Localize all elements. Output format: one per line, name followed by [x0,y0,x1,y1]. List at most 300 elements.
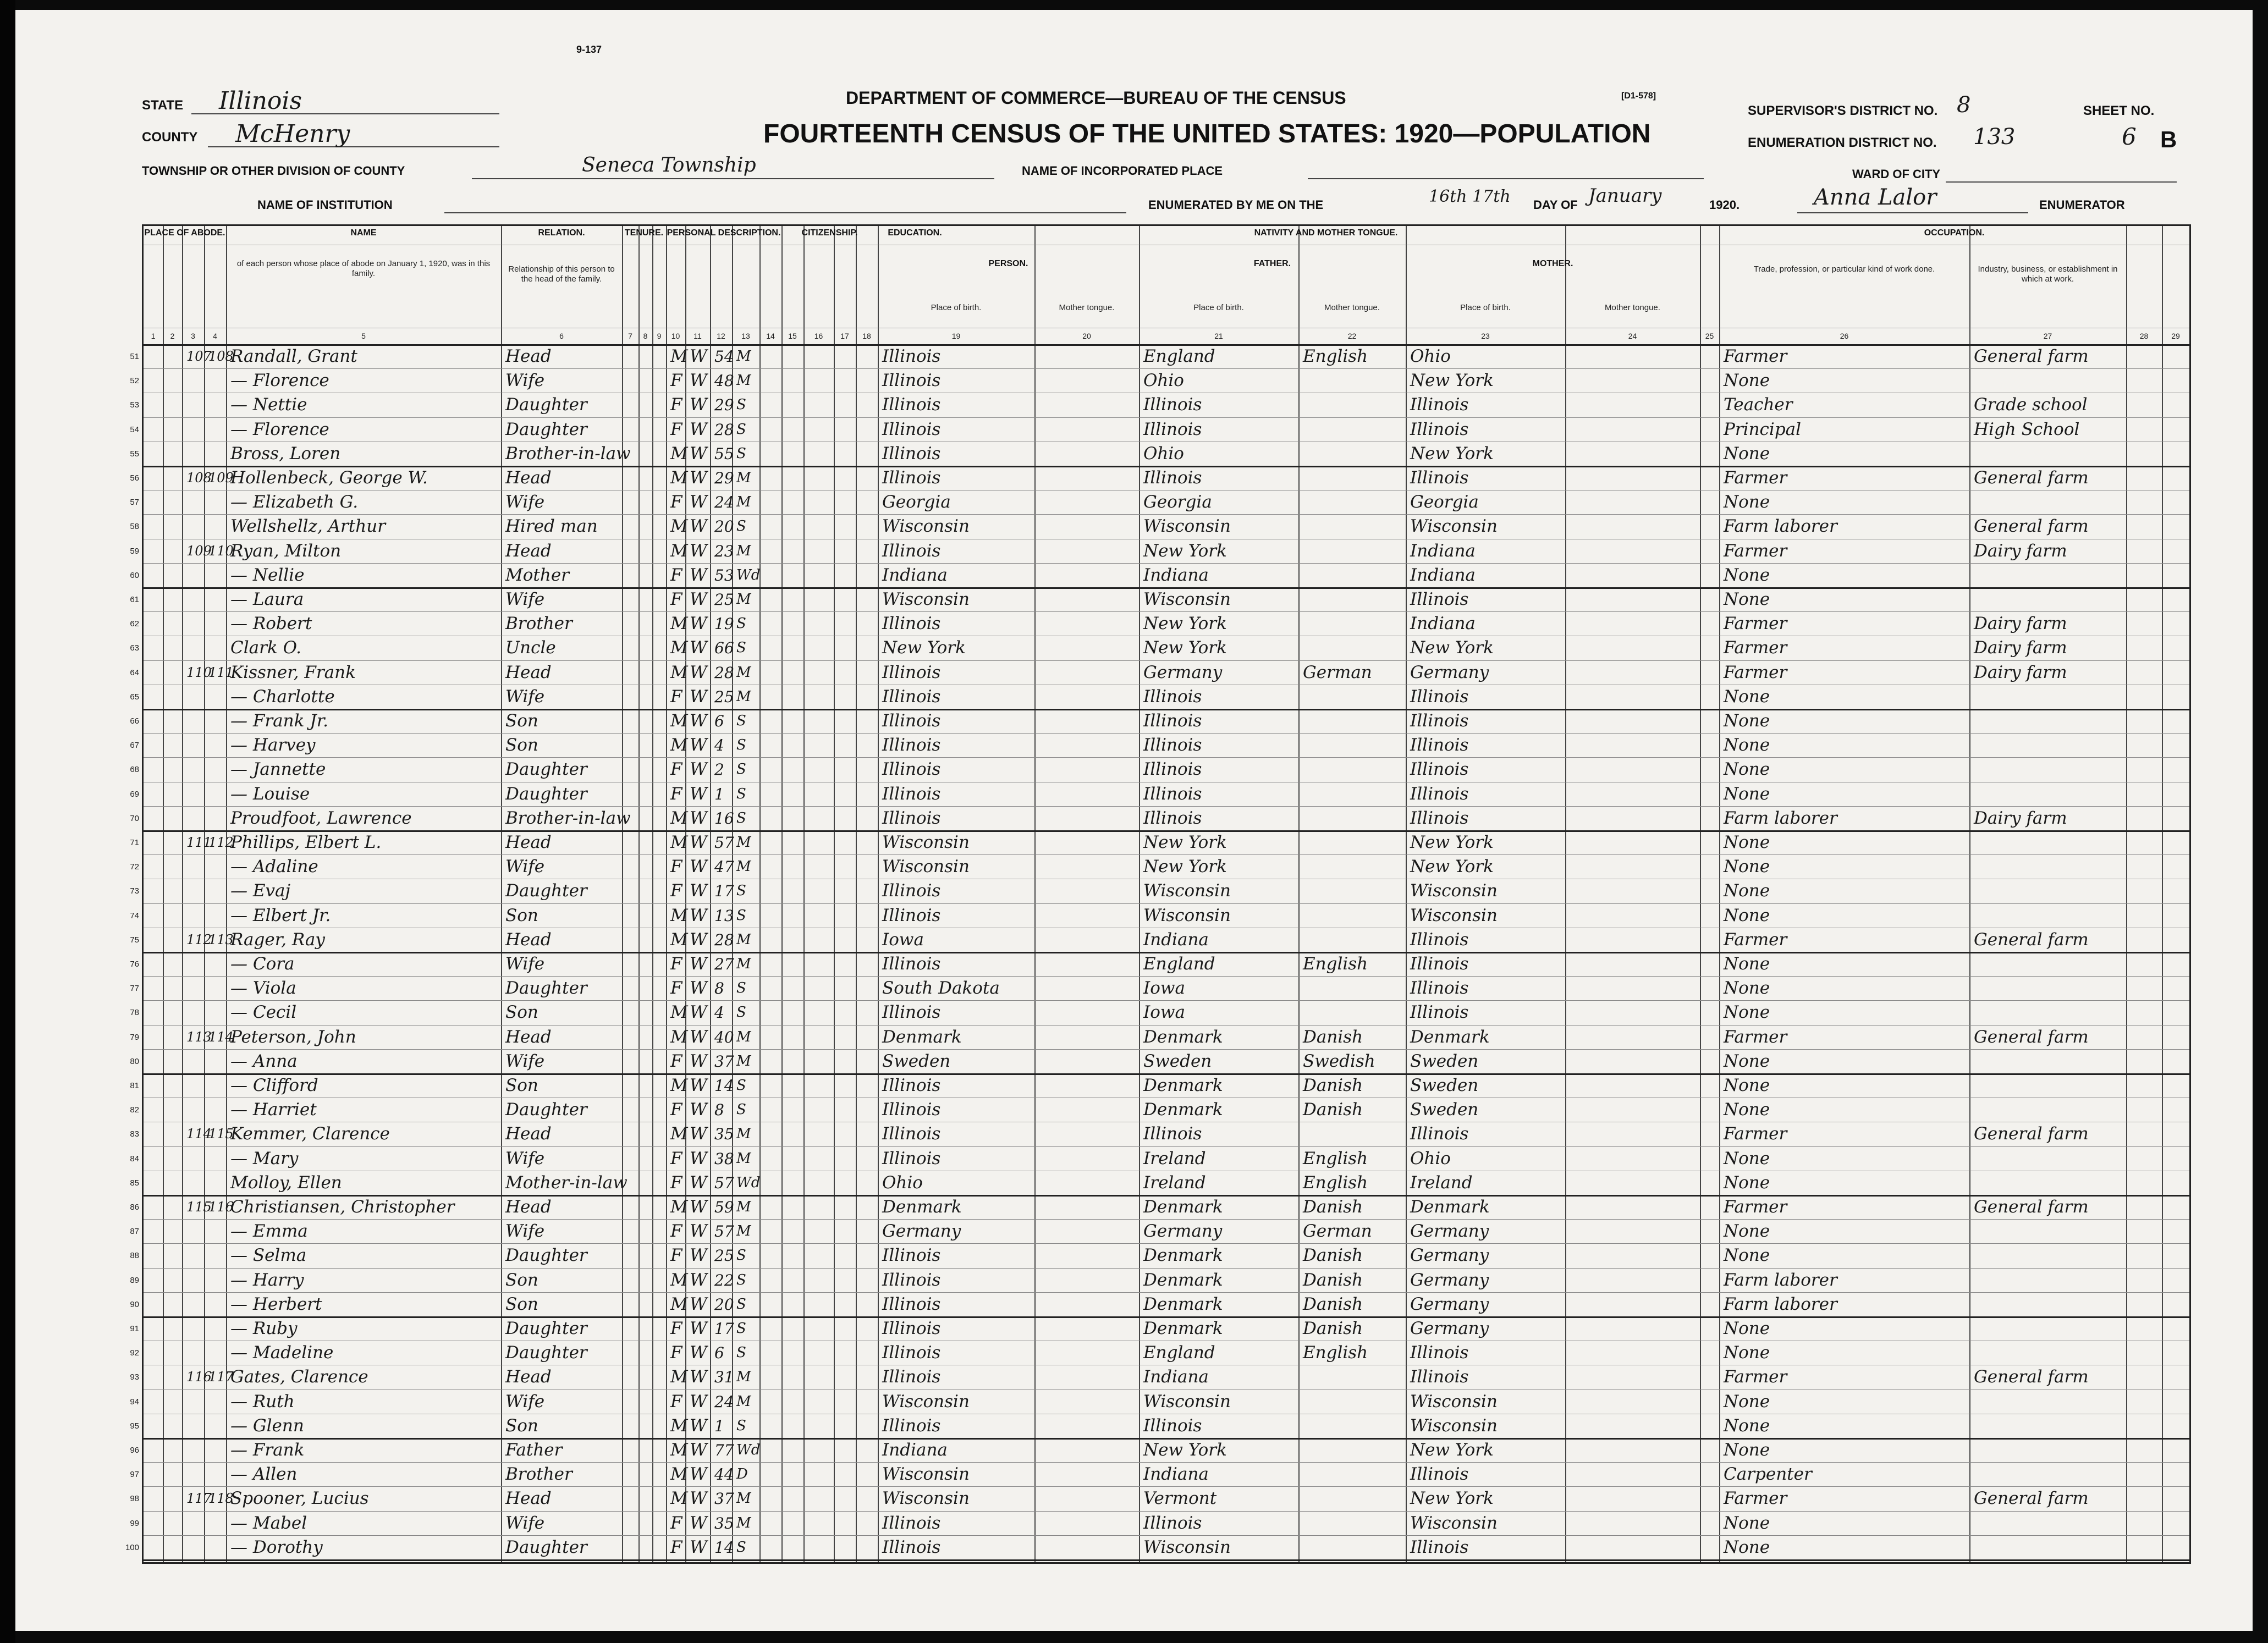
birthplace: Illinois [882,419,941,439]
line-number: 88 [130,1251,139,1261]
subgroup-heading: FATHER. [1253,259,1291,268]
subgroup-heading: MOTHER. [1532,259,1573,268]
family-number: 114 [208,1029,234,1045]
birthplace: Illinois [882,1124,941,1144]
father-mother-tongue: Danish [1303,1270,1363,1290]
person-name: — Viola [230,978,296,999]
race: W [690,1464,707,1485]
family-number: 117 [208,1369,234,1385]
row-rule [144,709,2189,710]
marital-status: M [736,931,751,948]
birthplace: Illinois [882,1148,941,1168]
race: W [690,1027,707,1047]
father-birthplace: New York [1143,1440,1227,1460]
father-birthplace: Illinois [1143,808,1202,828]
marital-status: M [736,1028,751,1045]
person-name: Wellshellz, Arthur [230,516,386,537]
institution-label: NAME OF INSTITUTION [257,198,393,212]
dwelling-number: 107 [186,349,212,364]
mother-birthplace: Sweden [1410,1051,1479,1071]
occupation-industry: Dairy farm [1974,638,2067,658]
age: 40 [714,1028,734,1046]
race: W [690,832,707,852]
person-name: Phillips, Elbert L. [230,832,382,852]
relationship: Daughter [505,1245,587,1266]
race: W [690,1391,707,1412]
group-heading: PERSONAL DESCRIPTION. [667,228,781,238]
mother-birthplace: Illinois [1410,784,1469,804]
column-rule [622,226,623,1562]
mother-birthplace: Germany [1410,1294,1489,1314]
form-number: 9-137 [576,44,602,55]
father-birthplace: Germany [1143,1221,1223,1242]
person-name: Molloy, Ellen [230,1172,342,1193]
person-name: — Frank [230,1440,305,1460]
dwelling-number: 108 [186,470,212,486]
sex: F [670,857,682,877]
line-number: 82 [130,1105,139,1115]
sex: F [670,395,682,415]
column-number: 10 [671,332,680,340]
occupation-industry: General farm [1974,929,2089,950]
father-birthplace: Illinois [1143,1124,1202,1144]
occupation-trade: None [1724,371,1770,391]
mother-birthplace: Indiana [1410,614,1476,634]
line-number: 86 [130,1203,139,1212]
marital-status: M [736,688,751,705]
birthplace: Iowa [882,929,924,950]
mother-birthplace: Wisconsin [1410,1513,1498,1533]
birthplace: Illinois [882,905,941,925]
race: W [690,929,707,950]
age: 6 [714,1344,724,1363]
occupation-industry: General farm [1974,1197,2089,1217]
mother-birthplace: New York [1410,857,1494,877]
person-name: — Dorothy [230,1537,323,1557]
mother-birthplace: Illinois [1410,711,1469,731]
column-rule [1969,226,1970,1562]
father-birthplace: Illinois [1143,419,1202,439]
relationship: Head [505,1027,552,1047]
day-value: 16th 17th [1429,187,1511,206]
row-rule [144,1000,2189,1001]
row-rule [144,1559,2189,1561]
relationship: Wife [505,1221,545,1242]
father-birthplace: England [1143,954,1215,974]
sex: F [670,759,682,780]
relationship: Wife [505,686,545,707]
column-number: 26 [1840,332,1849,340]
sex: F [670,565,682,585]
sex: F [670,589,682,609]
race: W [690,1245,707,1266]
person-name: — Mabel [230,1513,307,1533]
mother-birthplace: Illinois [1410,589,1469,609]
race: W [690,443,707,464]
sex: F [670,1319,682,1338]
age: 2 [714,760,724,779]
occupation-trade: None [1724,1343,1770,1363]
column-rule [501,226,502,1562]
line-number: 73 [130,886,139,896]
occupation-trade: None [1724,759,1770,780]
father-mother-tongue: Swedish [1303,1051,1375,1071]
month-value: January [1588,185,1662,207]
age: 4 [714,736,724,755]
relationship: Daughter [505,395,587,415]
mother-birthplace: Germany [1410,1270,1489,1290]
incorporated-label: NAME OF INCORPORATED PLACE [1022,164,1223,178]
birthplace: Illinois [882,346,941,366]
occupation-trade: Farmer [1724,638,1787,658]
dwelling-number: 113 [186,1029,212,1045]
column-heading: Mother tongue. [1324,303,1380,312]
birthplace: Illinois [882,735,941,756]
sex: F [670,1051,682,1071]
relationship: Head [505,1197,552,1217]
mother-birthplace: Illinois [1410,759,1469,780]
relationship: Brother-in-law [505,808,631,828]
row-rule [144,1486,2189,1487]
column-rule [1719,226,1720,1562]
enumerator-value: Anna Lalor [1814,185,1937,210]
row-rule [144,1146,2189,1147]
line-number: 75 [130,935,139,945]
relationship: Daughter [505,759,587,780]
sex: M [670,443,688,464]
father-birthplace: Indiana [1143,1464,1209,1485]
race: W [690,371,707,391]
sex: F [670,784,682,804]
relationship: Mother [505,565,569,585]
birthplace: Indiana [882,1440,948,1460]
person-name: Peterson, John [230,1027,356,1047]
row-rule [144,1073,2189,1075]
father-birthplace: Indiana [1143,1367,1209,1387]
relationship: Wife [505,492,545,512]
age: 44 [714,1465,734,1484]
marital-status: S [736,713,746,729]
mother-birthplace: Germany [1410,1221,1489,1242]
column-number: 18 [862,332,871,340]
mother-birthplace: Illinois [1410,978,1469,999]
relationship: Head [505,1488,552,1509]
state-label: STATE [142,98,184,113]
mother-birthplace: Indiana [1410,541,1476,561]
age: 59 [714,1198,734,1216]
group-heading: OCCUPATION. [1924,228,1985,238]
sex: M [670,1124,688,1144]
relationship: Wife [505,857,545,877]
marital-status: M [736,591,751,608]
column-rule [803,226,805,1562]
column-number: 29 [2171,332,2180,340]
line-number: 68 [130,765,139,775]
mother-birthplace: Ohio [1410,1148,1451,1168]
father-mother-tongue: Danish [1303,1245,1363,1266]
column-number: 27 [2043,332,2052,340]
sex: M [670,1027,688,1047]
enumeration-value: 133 [1973,124,2016,150]
age: 47 [714,858,734,876]
age: 54 [714,348,734,366]
line-number: 85 [130,1178,139,1188]
race: W [690,541,707,561]
marital-status: M [736,1199,751,1215]
birthplace: Illinois [882,1002,941,1023]
occupation-trade: Farmer [1724,1367,1787,1387]
race: W [690,857,707,877]
marital-status: S [736,518,746,535]
sex: F [670,1221,682,1242]
father-mother-tongue: Danish [1303,1100,1363,1120]
line-number: 92 [130,1348,139,1358]
person-name: Ryan, Milton [230,541,342,561]
age: 8 [714,979,724,998]
mother-birthplace: Illinois [1410,1464,1469,1485]
person-name: — Elizabeth G. [230,492,359,512]
father-birthplace: New York [1143,832,1227,852]
column-number: 21 [1214,332,1223,340]
person-name: — Harry [230,1270,304,1290]
row-rule [144,514,2189,515]
race: W [690,1002,707,1023]
row-rule [144,587,2189,589]
birthplace: Illinois [882,1367,941,1387]
relationship: Brother [505,1464,572,1485]
occupation-trade: None [1724,1172,1770,1193]
person-name: Kemmer, Clarence [230,1124,390,1144]
sex: M [670,1197,688,1217]
person-name: Hollenbeck, George W. [230,468,428,488]
occupation-trade: None [1724,784,1770,804]
row-rule [144,1049,2189,1050]
person-name: Kissner, Frank [230,662,356,682]
marital-status: S [736,737,746,754]
age: 55 [714,444,734,463]
age: 57 [714,834,734,852]
marital-status: M [736,858,751,875]
relationship: Head [505,1124,552,1144]
race: W [690,614,707,634]
marital-status: M [736,1490,751,1507]
column-heading: Industry, business, or establishment in which at work. [1978,264,2118,284]
race: W [690,1513,707,1533]
occupation-trade: Farmer [1724,1027,1787,1047]
occupation-industry: Grade school [1974,395,2088,415]
mother-birthplace: Illinois [1410,419,1469,439]
column-rule [2126,226,2127,1562]
column-rule [1565,226,1566,1562]
person-name: — Evaj [230,881,291,901]
person-name: — Florence [230,419,329,439]
age: 29 [714,469,734,487]
sex: F [670,1245,682,1266]
father-mother-tongue: English [1303,1172,1368,1193]
marital-status: S [736,615,746,632]
birthplace: Illinois [882,1537,941,1557]
mother-birthplace: Denmark [1410,1027,1490,1047]
line-number: 61 [130,595,139,604]
age: 14 [714,1538,734,1557]
birthplace: Illinois [882,395,941,415]
relationship: Wife [505,1148,545,1168]
occupation-trade: None [1724,1537,1770,1557]
marital-status: S [736,980,746,997]
column-number: 15 [788,332,797,340]
column-heading: Place of birth. [931,303,982,312]
line-number: 51 [130,352,139,361]
person-name: — Allen [230,1464,298,1485]
family-number: 111 [208,664,234,680]
occupation-trade: None [1724,1415,1770,1436]
father-mother-tongue: English [1303,1148,1368,1168]
age: 13 [714,906,734,925]
incorporated-line [1308,178,1704,179]
birthplace: South Dakota [882,978,1000,999]
occupation-trade: None [1724,686,1770,707]
race: W [690,1221,707,1242]
marital-status: S [736,1101,746,1118]
birthplace: Illinois [882,711,941,731]
person-name: — Jannette [230,759,326,780]
father-birthplace: England [1143,346,1215,366]
day-of-label: DAY OF [1533,198,1578,212]
age: 31 [714,1368,734,1387]
column-rule [666,226,667,1562]
race: W [690,1172,707,1193]
age: 28 [714,930,734,949]
column-rule [1034,226,1036,1562]
line-number: 52 [130,376,139,386]
birthplace: Georgia [882,492,951,512]
sex: M [670,1488,688,1509]
column-number: 5 [361,332,366,340]
column-rule [2162,226,2163,1562]
township-line [472,178,994,179]
relationship: Wife [505,954,545,974]
father-birthplace: Indiana [1143,929,1209,950]
column-rule [1139,226,1140,1562]
father-birthplace: New York [1143,541,1227,561]
birthplace: Wisconsin [882,832,970,852]
person-name: — Cecil [230,1002,297,1023]
occupation-industry: Dairy farm [1974,614,2067,634]
sex: M [670,638,688,658]
bureau-title: DEPARTMENT OF COMMERCE—BUREAU OF THE CENSUS [846,88,1346,108]
birthplace: Illinois [882,1343,941,1363]
age: 25 [714,1247,734,1265]
marital-status: M [736,542,751,559]
column-rule [781,226,783,1562]
sex: M [670,929,688,950]
relationship: Daughter [505,1319,587,1338]
sex: M [670,832,688,852]
occupation-trade: Farmer [1724,662,1787,682]
race: W [690,1270,707,1290]
sex: M [670,1076,688,1095]
age: 57 [714,1222,734,1241]
sex: M [670,346,688,366]
mother-birthplace: Indiana [1410,565,1476,585]
age: 25 [714,687,734,706]
mother-birthplace: Denmark [1410,1197,1490,1217]
person-name: — Laura [230,589,304,609]
father-mother-tongue: German [1303,662,1372,682]
row-rule [144,563,2189,564]
row-rule [144,466,2189,467]
column-rule [1298,226,1300,1562]
birthplace: Illinois [882,443,941,464]
mother-birthplace: New York [1410,638,1494,658]
occupation-trade: None [1724,1319,1770,1338]
marital-status: S [736,809,746,826]
occupation-trade: Farmer [1724,614,1787,634]
mother-birthplace: Germany [1410,662,1489,682]
line-number: 74 [130,911,139,920]
mother-birthplace: Ohio [1410,346,1451,366]
father-birthplace: Denmark [1143,1319,1223,1338]
line-number: 90 [130,1299,139,1309]
father-birthplace: Wisconsin [1143,1537,1231,1557]
father-birthplace: Denmark [1143,1100,1223,1120]
relationship: Daughter [505,1537,587,1557]
age: 14 [714,1077,734,1095]
column-number: 14 [766,332,775,340]
column-number: 25 [1705,332,1714,340]
column-heading: Mother tongue. [1059,303,1115,312]
marital-status: S [736,396,746,413]
relationship: Head [505,541,552,561]
race: W [690,759,707,780]
row-rule [144,976,2189,977]
race: W [690,1148,707,1168]
age: 6 [714,712,724,730]
column-number: 7 [628,332,632,340]
family-number: 110 [208,543,234,559]
race: W [690,735,707,756]
line-number: 72 [130,862,139,872]
person-name: — Selma [230,1245,307,1266]
occupation-industry: General farm [1974,468,2089,488]
column-rule [226,226,227,1562]
person-name: Christiansen, Christopher [230,1197,455,1217]
marital-status: S [736,639,746,657]
race: W [690,1294,707,1314]
line-number: 58 [130,522,139,532]
sex: M [670,1415,688,1436]
occupation-trade: None [1724,492,1770,512]
age: 1 [714,1416,724,1435]
mother-birthplace: Illinois [1410,735,1469,756]
mother-birthplace: Illinois [1410,929,1469,950]
person-name: — Ruth [230,1391,295,1412]
father-birthplace: New York [1143,614,1227,634]
relationship: Head [505,1367,552,1387]
line-number: 69 [130,789,139,799]
age: 48 [714,372,734,390]
sex: M [670,1294,688,1314]
family-number: 109 [208,470,234,486]
column-number: 13 [741,332,750,340]
relationship: Head [505,346,552,366]
occupation-trade: Farmer [1724,468,1787,488]
race: W [690,589,707,609]
marital-status: S [736,1539,746,1556]
father-birthplace: Ireland [1143,1148,1206,1168]
age: 20 [714,517,734,536]
age: 1 [714,785,724,803]
